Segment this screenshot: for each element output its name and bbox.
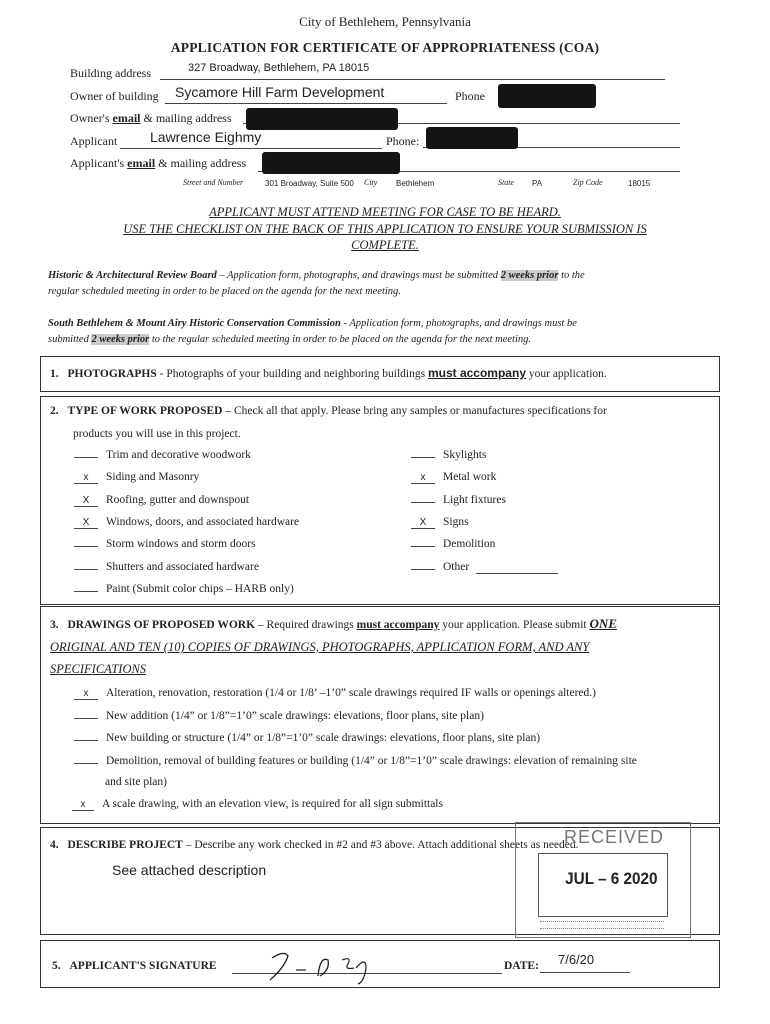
- work-type-label: Siding and Masonry: [106, 471, 200, 484]
- work-type-item: [74, 538, 256, 550]
- work-type-item: [411, 449, 486, 461]
- applicant-label: Applicant: [70, 134, 118, 148]
- owner-phone-label: Phone: [455, 89, 485, 103]
- drawing-requirement-checkbox[interactable]: x: [74, 688, 98, 700]
- section3-line3: SPECIFICATIONS: [50, 662, 147, 676]
- section3-heading: 3. DRAWINGS OF PROPOSED WORK – Required drawings must accompany your application. Please submit ONE: [50, 616, 617, 631]
- work-type-checkbox[interactable]: X: [411, 517, 435, 529]
- work-type-checkbox[interactable]: [411, 502, 435, 503]
- work-type-item: [74, 583, 294, 595]
- applicant-signature: [262, 946, 382, 986]
- work-type-label: Windows, doors, and associated hardware: [106, 515, 300, 528]
- work-type-label: Light fixtures: [443, 493, 506, 506]
- drawing-requirement-item: [74, 755, 637, 767]
- owner-email-redaction: [246, 108, 398, 130]
- work-type-item: [411, 561, 469, 573]
- section2-heading: 2. TYPE OF WORK PROPOSED – Check all that apply. Please bring any samples or manufactures specifications for: [50, 405, 607, 417]
- demolition-continued: and site plan): [105, 776, 167, 788]
- drawing-requirement-item: [74, 710, 484, 722]
- section4-heading: 4. DESCRIBE PROJECT – Describe any work checked in #2 and #3 above. Attach additional sheets as needed.: [50, 839, 579, 851]
- applicant-phone-redaction: [426, 127, 518, 149]
- work-type-label: Storm windows and storm doors: [106, 538, 256, 551]
- work-type-checkbox[interactable]: [411, 569, 435, 570]
- work-type-label: Paint (Submit color chips – HARB only): [106, 582, 294, 595]
- date-value: 7/6/20: [558, 952, 595, 967]
- section3-line2: ORIGINAL AND TEN (10) COPIES OF DRAWINGS, PHOTOGRAPHS, APPLICATION FORM, AND ANY: [50, 640, 590, 654]
- section2-line2: products you will use in this project.: [73, 428, 241, 440]
- address-line: Street and Number 301 Broadway, Suite 500 City Bethlehem State PA Zip Code 18015: [183, 178, 651, 188]
- date-label: DATE:: [504, 960, 539, 972]
- applicant-phone-label: Phone:: [386, 134, 420, 148]
- work-type-label: Signs: [443, 515, 469, 528]
- applicant-field[interactable]: [120, 128, 382, 149]
- received-stamp: RECEIVED JUL – 6 2020: [515, 822, 691, 938]
- work-type-item: [74, 449, 251, 461]
- drawing-requirement-label: Alteration, renovation, restoration (1/4 or 1/8’ –1’0” scale drawings required IF walls or openings altered.): [106, 687, 596, 699]
- work-type-item: [411, 516, 469, 529]
- notice-line-2: USE THE CHECKLIST ON THE BACK OF THIS APPLICATION TO ENSURE YOUR SUBMISSION IS: [123, 222, 647, 236]
- city-header: City of Bethlehem, Pennsylvania: [299, 14, 471, 29]
- owner-email-label: Owner's email & mailing address: [70, 111, 232, 125]
- work-type-checkbox[interactable]: [74, 591, 98, 592]
- applicant-email-redaction: [262, 152, 400, 174]
- work-type-checkbox[interactable]: X: [74, 517, 98, 529]
- notice-line-3: COMPLETE.: [351, 238, 419, 252]
- work-type-item: [411, 494, 506, 506]
- work-type-checkbox[interactable]: x: [74, 472, 98, 484]
- work-type-label: Demolition: [443, 538, 496, 551]
- drawing-requirement-label: Demolition, removal of building features or building (1/4” or 1/8”=1’0” scale drawings: elevation of remaining site: [106, 754, 637, 767]
- applicant-email-label: Applicant's email & mailing address: [70, 156, 247, 170]
- sign-drawing-requirement: x A scale drawing, with an elevation view, is required for all sign submittals: [72, 798, 443, 811]
- work-type-checkbox[interactable]: [74, 546, 98, 547]
- drawing-requirement-label: New building or structure (1/4” or 1/8”=1’0” scale drawings: elevations, floor plans, site plan): [106, 732, 541, 744]
- work-type-checkbox[interactable]: [411, 546, 435, 547]
- owner-label: Owner of building: [70, 89, 159, 103]
- drawing-requirement-checkbox[interactable]: [74, 740, 98, 741]
- work-type-item: [74, 471, 199, 484]
- work-type-checkbox[interactable]: [411, 457, 435, 458]
- work-type-label: Roofing, gutter and downspout: [106, 493, 250, 506]
- drawing-requirement-item: [74, 732, 540, 744]
- applicant-value: Lawrence Eighmy: [150, 129, 262, 145]
- work-type-checkbox[interactable]: x: [411, 472, 435, 484]
- drawing-requirement-checkbox[interactable]: [74, 763, 98, 764]
- section1-text: 1. PHOTOGRAPHS - Photographs of your building and neighboring buildings must accompany your application.: [50, 366, 607, 380]
- work-type-label: Metal work: [443, 471, 497, 484]
- project-description[interactable]: See attached description: [112, 862, 267, 878]
- drawing-requirement-label: New addition (1/4” or 1/8”=1’0” scale drawings: elevations, floor plans, site plan): [106, 709, 484, 722]
- drawing-requirement-item: [74, 687, 596, 700]
- date-field[interactable]: [540, 952, 630, 973]
- work-type-label: Trim and decorative woodwork: [106, 449, 251, 461]
- sign-drawing-checkbox[interactable]: x: [72, 799, 94, 811]
- building-address-label: Building address: [70, 66, 151, 80]
- work-type-item: [74, 516, 299, 529]
- work-type-item: [74, 561, 259, 573]
- sbma-paragraph: South Bethlehem & Mount Airy Historic Conservation Commission - Application form, photographs, and drawings must be submitted 2 weeks prior to the regular scheduled meeting in order to be placed on the agenda for the next meeting.: [48, 318, 577, 345]
- notice-line-1: APPLICANT MUST ATTEND MEETING FOR CASE TO BE HEARD.: [209, 205, 561, 219]
- owner-field[interactable]: [165, 84, 447, 104]
- owner-phone-redaction: [498, 84, 596, 108]
- work-type-item: [74, 494, 249, 507]
- harb-paragraph: Historic & Architectural Review Board – Application form, photographs, and drawings must be submitted 2 weeks prior to the regular scheduled meeting in order to be placed on the agenda for the next meeting.: [48, 270, 585, 297]
- owner-value: Sycamore Hill Farm Development: [175, 84, 385, 100]
- drawing-requirement-checkbox[interactable]: [74, 718, 98, 719]
- work-type-checkbox[interactable]: [74, 457, 98, 458]
- work-type-checkbox[interactable]: [74, 569, 98, 570]
- work-type-label: Other: [443, 560, 470, 573]
- building-address-value: 327 Broadway, Bethlehem, PA 18015: [188, 62, 370, 74]
- section5-label: 5. APPLICANT'S SIGNATURE: [52, 960, 217, 972]
- building-address-field[interactable]: [160, 62, 665, 80]
- work-type-label: Skylights: [443, 449, 487, 461]
- work-type-item: [411, 538, 495, 550]
- form-title: APPLICATION FOR CERTIFICATE OF APPROPRIATENESS (COA): [170, 40, 600, 55]
- work-type-label: Shutters and associated hardware: [106, 560, 259, 573]
- work-type-item: [411, 471, 496, 484]
- work-type-checkbox[interactable]: X: [74, 495, 98, 507]
- other-work-field[interactable]: [476, 572, 558, 574]
